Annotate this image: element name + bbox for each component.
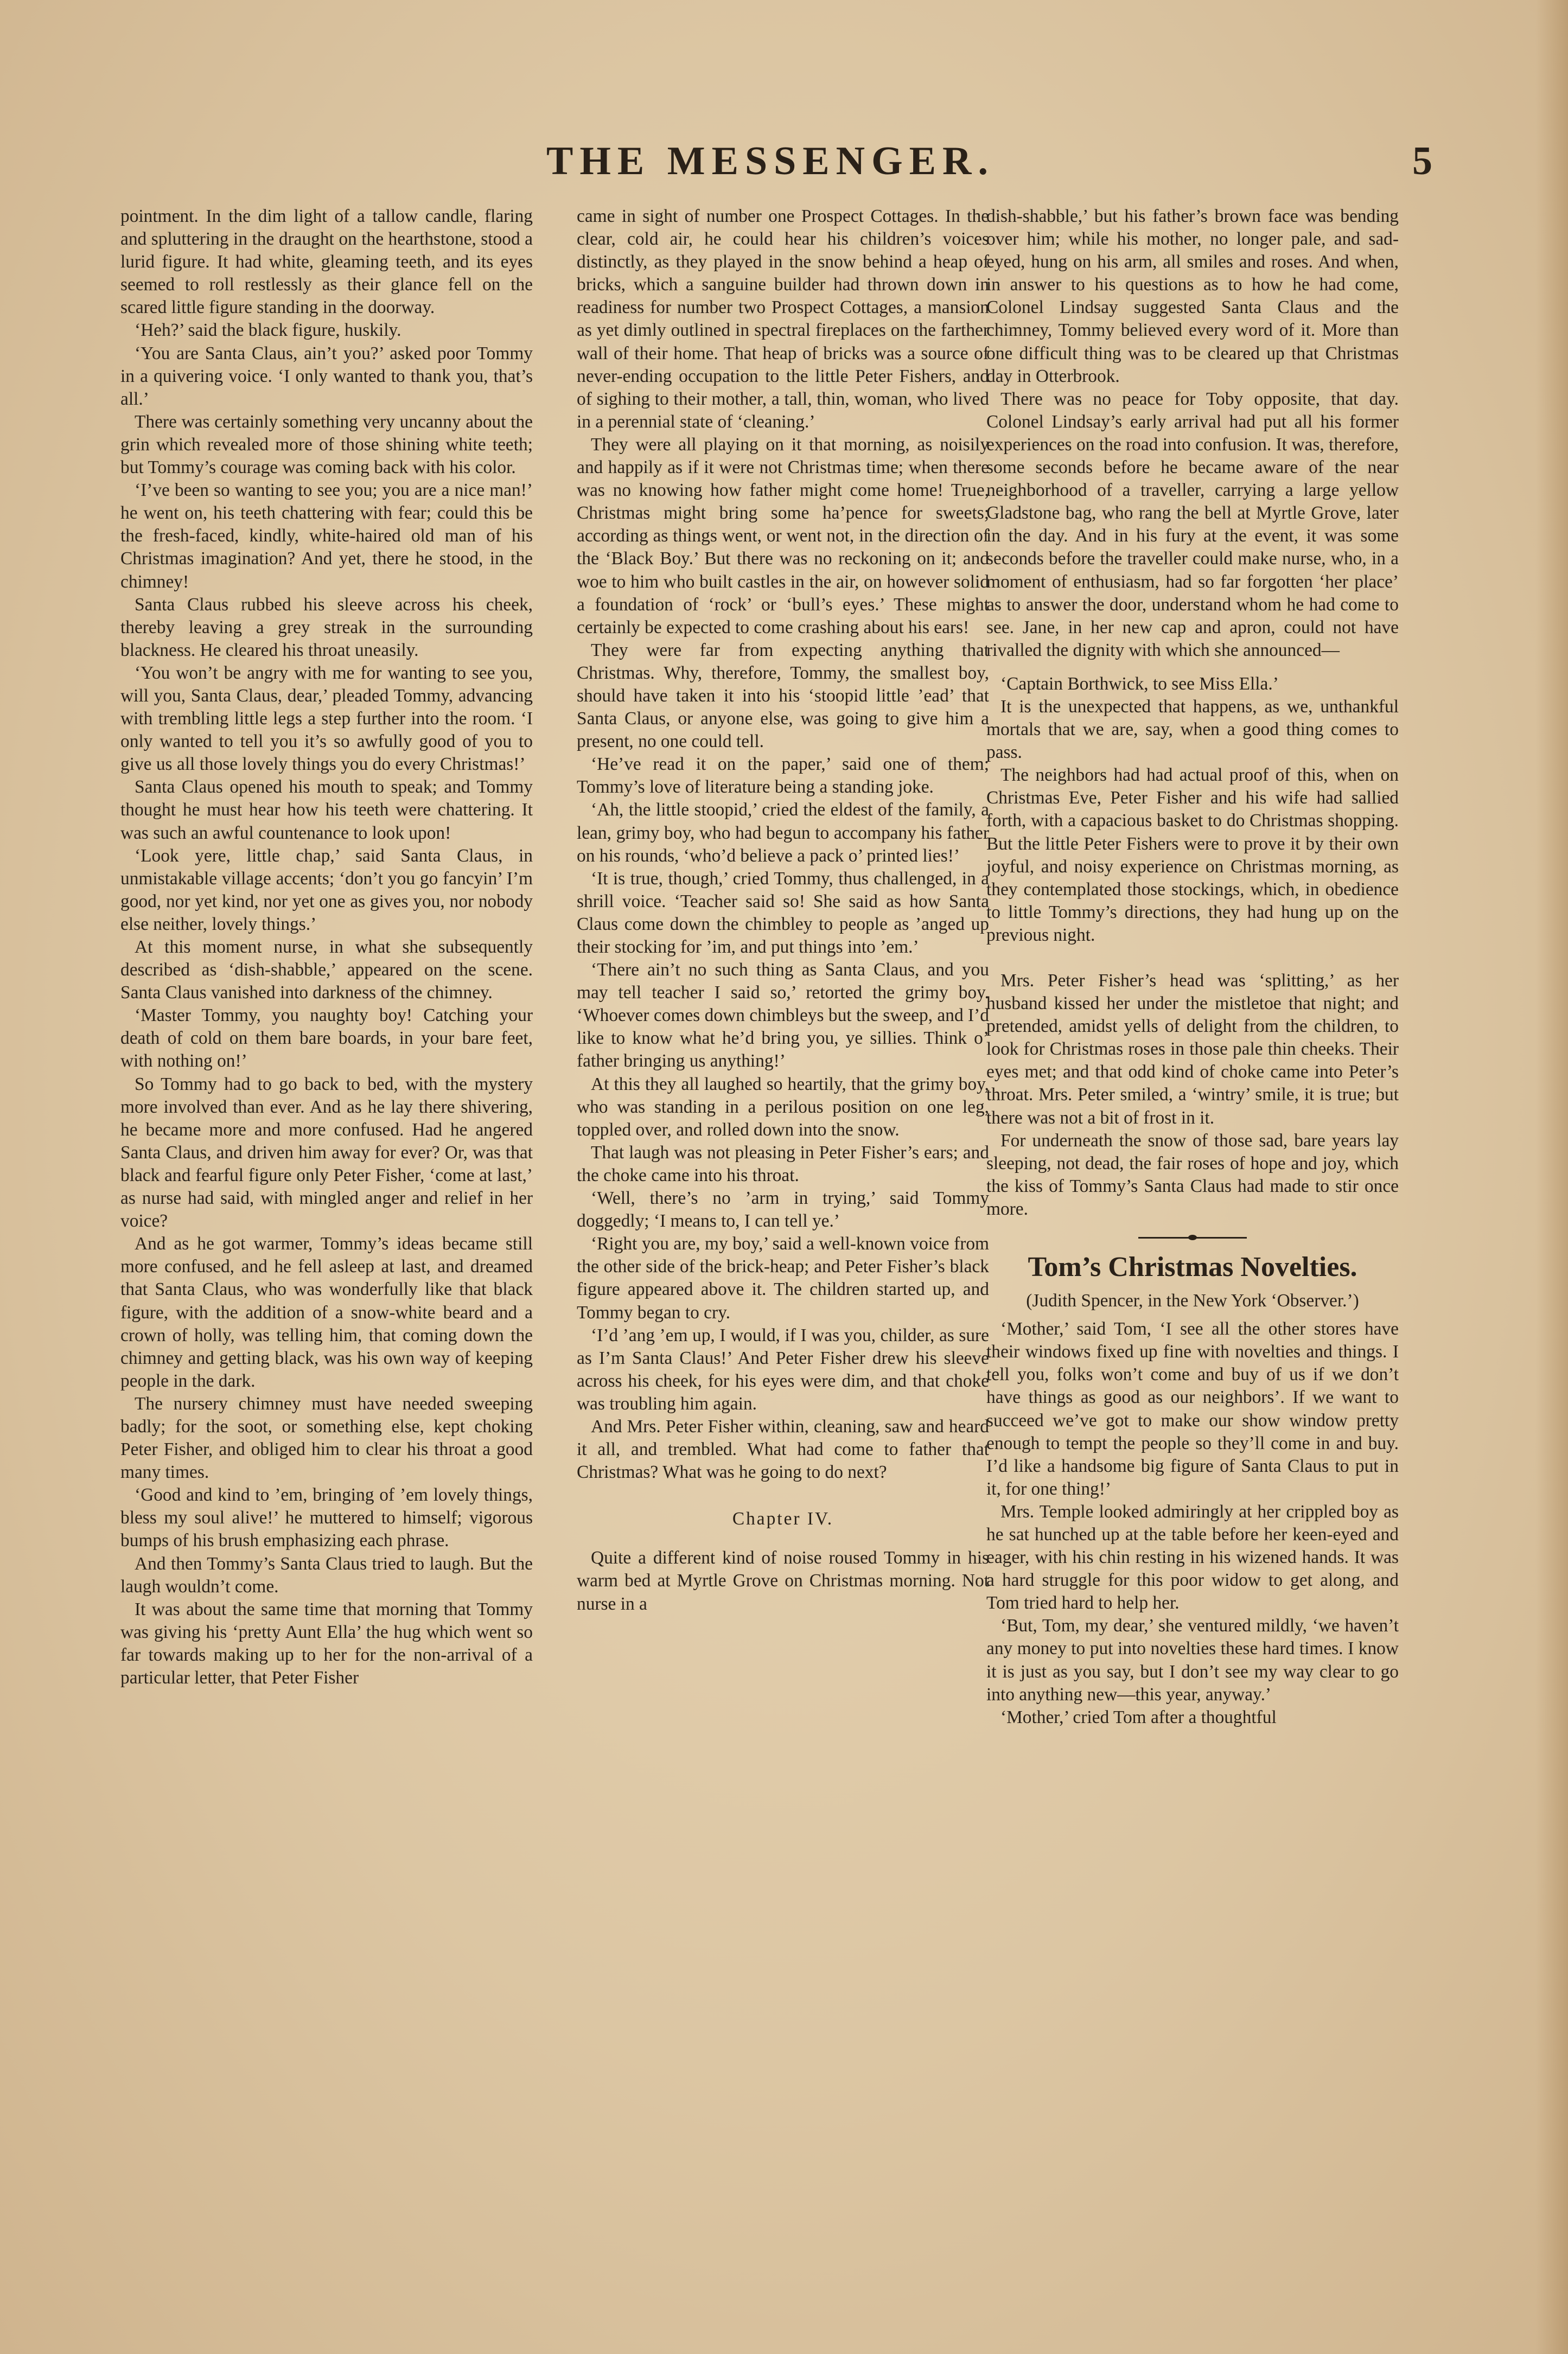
paragraph: ‘He’ve read it on the paper,’ said one of them; Tommy’s love of literature being a standing joke. xyxy=(577,754,989,798)
paragraph: ‘But, Tom, my dear,’ she ventured mildly, ‘we haven’t any money to put into novelties these hard times. I know it is just as you say, but I don’t see my way clear to go into anything new—this year, anyway.’ xyxy=(986,1616,1399,1705)
paragraph: It was about the same time that morning that Tommy was giving his ‘pretty Aunt Ella’ the hug which went so far towards making up to her for the non-arrival of a particular letter, that Peter Fisher xyxy=(120,1599,533,1688)
paragraph: came in sight of number one Prospect Cottages. In the clear, cold air, he could hear his children’s voices distinctly, as they played in the snow behind a heap of bricks, which a sanguine builder had thrown down in readiness for number two Prospect Cottages, a mansion as yet dimly outlined in spectral fireplaces on the farther wall of their home. That heap of bricks was a source of never-ending occupation to the little Peter Fishers, and of sighing to their mother, a tall, thin, woman, who lived in a perennial state of ‘cleaning.’ xyxy=(577,206,989,432)
paragraph: Santa Claus opened his mouth to speak; and Tommy thought he must hear how his teeth were chattering. It was such an awful countenance to look upon! xyxy=(120,777,533,843)
paragraph: They were far from expecting anything that Christmas. Why, therefore, Tommy, the smallest boy, should have taken it into his ‘stoopid little ’ead’ that Santa Claus, or anyone else, was going to give him a present, no one could tell. xyxy=(577,640,989,752)
paragraph: There was no peace for Toby opposite, that day. Colonel Lindsay’s early arrival had put all his former experiences on the road into confusion. It was, therefore, some seconds before he became aware of the near neighborhood of a traveller, carrying a large yellow Gladstone bag, who rang the bell at Myrtle Grove, later in the day. And in his fury at the event, it was some seconds before the traveller could make nurse, who, in a moment of enthusiasm, had so far forgotten ‘her place’ as to answer the door, understand whom he had come to see. Jane, in her new cap and apron, could not have rivalled the dignity with which she announced— xyxy=(986,388,1399,660)
column-2 xyxy=(577,205,989,2299)
section-divider xyxy=(1138,1237,1247,1239)
section-gap xyxy=(986,947,1399,969)
paragraph: Mrs. Peter Fisher’s head was ‘splitting,’ as her husband kissed her under the mistletoe that night; and pretended, amidst yells of delight from the children, to look for Christmas roses in those pale thin cheeks. Their eyes met; and that odd kind of choke came into Peter’s throat. Mrs. Peter smiled, a ‘wintry’ smile, it is true; but there was not a bit of frost in it. xyxy=(986,971,1399,1128)
column-1 xyxy=(120,205,533,2299)
paragraph: ‘I’d ’ang ’em up, I would, if I was you, childer, as sure as I’m Santa Claus!’ And Peter Fisher drew his sleeve across his cheek, for his eyes were dim, and that choke was troubling him again. xyxy=(577,1325,989,1414)
paragraph: ‘Captain Borthwick, to see Miss Ella.’ xyxy=(1000,673,1279,694)
paragraph: It is the unexpected that happens, as we, unthankful mortals that we are, say, when a good thing comes to pass. xyxy=(986,696,1399,763)
paragraph: The neighbors had had actual proof of this, when on Christmas Eve, Peter Fisher and his wife had sallied forth, with a capacious basket to do Christmas shopping. But the little Peter Fishers were to prove it by their own joyful, and noisy experience on Christmas morning, as they contemplated those stockings, which, in obedience to little Tommy’s directions, they had hung up on the previous night. xyxy=(986,765,1399,945)
paragraph: ‘I’ve been so wanting to see you; you are a nice man!’ he went on, his teeth chattering with fear; could this be the fresh-faced, kindly, white-haired old man of his Christmas imagination? And yet, there he stood, in the chimney! xyxy=(120,480,533,592)
paragraph: ‘Master Tommy, you naughty boy! Catching your death of cold on them bare boards, in your bare feet, with nothing on!’ xyxy=(120,1005,533,1071)
paragraph: They were all playing on it that morning, as noisily and happily as if it were not Christmas time; when there was no knowing how father might come home! True, Christmas might bring some ha’pence for sweets; according as things went, or went not, in the direction of the ‘Black Boy.’ But there was no reckoning on it; and woe to him who built castles in the air, on however solid a foundation of ‘rock’ or ‘bull’s eyes.’ These might certainly be expected to come crashing about his ears! xyxy=(577,434,989,637)
paragraph: Santa Claus rubbed his sleeve across his cheek, thereby leaving a grey streak in the surrounding blackness. He cleared his throat uneasily. xyxy=(120,594,533,660)
paragraph: At this they all laughed so heartily, that the grimy boy, who was standing in a perilous position on one leg, toppled over, and rolled down into the snow. xyxy=(577,1074,989,1140)
paragraph: ‘Well, there’s no ’arm in trying,’ said Tommy doggedly; ‘I means to, I can tell ye.’ xyxy=(577,1188,989,1232)
paragraph: ‘You won’t be angry with me for wanting to see you, will you, Santa Claus, dear,’ pleaded Tommy, advancing with trembling little legs a step further into the room. ‘I only wanted to tell you it’s so awfully good of you to give us all those lovely things you do every Christmas!’ xyxy=(120,662,533,775)
paragraph: And Mrs. Peter Fisher within, cleaning, saw and heard it all, and trembled. What had come to father that Christmas? What was he going to do next? xyxy=(577,1416,989,1483)
paragraph: ‘There ain’t no such thing as Santa Claus, and you may tell teacher I said so,’ retorted the grimy boy. ‘Whoever comes down chimbleys but the sweep, and I’d like to know what he’d bring you, ye sillies. Think o’ father bringing us anything!’ xyxy=(577,960,989,1071)
article-title: Tom’s Christmas Novelties. xyxy=(1028,1252,1357,1283)
page-header xyxy=(109,138,1432,198)
paragraph: ‘Right you are, my boy,’ said a well-known voice from the other side of the brick-heap; and Peter Fisher’s black figure appeared above it. The children started up, and Tommy began to cry. xyxy=(577,1234,989,1323)
paragraph: For underneath the snow of those sad, bare years lay sleeping, not dead, the fair roses of hope and joy, which the kiss of Tommy’s Santa Claus had made to stir once more. xyxy=(986,1130,1399,1219)
page-edge-shadow xyxy=(1535,0,1568,2354)
paragraph: At this moment nurse, in what she subsequently described as ‘dish-shabble,’ appeared on the scene. Santa Claus vanished into darkness of the chimney. xyxy=(120,937,533,1003)
paragraph: ‘You are Santa Claus, ain’t you?’ asked poor Tommy in a quivering voice. ‘I only wanted to thank you, that’s all.’ xyxy=(120,343,533,409)
paragraph: pointment. In the dim light of a tallow candle, flaring and spluttering in the draught on the hearthstone, stood a lurid figure. It had white, gleaming teeth, and its eyes seemed to roll restlessly as their glance fell on the scared little figure standing in the doorway. xyxy=(120,206,533,318)
column-3 xyxy=(986,205,1399,2299)
paragraph: So Tommy had to go back to bed, with the mystery more involved than ever. And as he lay there shivering, he became more and more confused. Had he angered Santa Claus, and driven him away for ever? Or, was that black and fearful figure only Peter Fisher, ‘come at last,’ as nurse had said, with mingled anger and relief in her voice? xyxy=(120,1074,533,1232)
paragraph: ‘Look yere, little chap,’ said Santa Claus, in unmistakable village accents; ‘don’t you go fancyin’ I’m good, nor yet kind, nor yet one as gives you, nor nobody else neither, lovely things.’ xyxy=(120,845,533,934)
paragraph: ‘Good and kind to ’em, bringing of ’em lovely things, bless my soul alive!’ he muttered to himself; vigorous bumps of his brush emphasizing each phrase. xyxy=(120,1485,533,1551)
paragraph: Mrs. Temple looked admiringly at her crippled boy as he sat hunched up at the table before her keen-eyed and eager, with his chin resting in his wizened hands. It was a hard struggle for this poor widow to get along, and Tom tried hard to help her. xyxy=(986,1501,1399,1613)
masthead: THE MESSENGER. xyxy=(546,139,995,183)
paragraph: Quite a different kind of noise roused Tommy in his warm bed at Myrtle Grove on Christmas morning. Not nurse in a xyxy=(577,1548,989,1614)
paragraph: ‘Mother,’ said Tom, ‘I see all the other stores have their windows fixed up fine with novelties and things. I tell you, folks won’t come and buy of us if we don’t have things as good as our neighbors’. If we want to succeed we’ve got to make our show window pretty enough to tempt the people so they’ll come in and buy. I’d like a handsome big figure of Santa Claus to put in it, for one thing!’ xyxy=(986,1319,1399,1499)
article-byline: (Judith Spencer, in the New York ‘Observer.’) xyxy=(1026,1291,1359,1311)
paragraph: The nursery chimney must have needed sweeping badly; for the soot, or something else, kept choking Peter Fisher, and obliged him to clear his throat a good many times. xyxy=(120,1393,533,1483)
page-number: 5 xyxy=(1412,139,1432,183)
paragraph: ‘It is true, though,’ cried Tommy, thus challenged, in a shrill voice. ‘Teacher said so! She said as how Santa Claus come down the chimbley to people as ’anged up their stocking for ’im, and put things into ’em.’ xyxy=(577,868,989,957)
paragraph: And then Tommy’s Santa Claus tried to laugh. But the laugh wouldn’t come. xyxy=(120,1553,533,1597)
paragraph: dish-shabble,’ but his father’s brown face was bending over him; while his mother, no longer pale, and sad-eyed, hung on his arm, all smiles and roses. And when, in answer to his questions as to how he had come, Colonel Lindsay suggested Santa Claus and the chimney, Tommy believed every word of it. More than one difficult thing was to be cleared up that Christmas day in Otterbrook. xyxy=(986,206,1399,386)
paragraph: ‘Ah, the little stoopid,’ cried the eldest of the family, a lean, grimy boy, who had begun to accompany his father on his rounds, ‘who’d believe a pack o’ printed lies!’ xyxy=(577,800,989,866)
paragraph: ‘Heh?’ said the black figure, huskily. xyxy=(135,320,401,341)
paragraph: That laugh was not pleasing in Peter Fisher’s ears; and the choke came into his throat. xyxy=(577,1142,989,1185)
paragraph: There was certainly something very uncanny about the grin which revealed more of those shining white teeth; but Tommy’s courage was coming back with his color. xyxy=(120,411,533,478)
paragraph: ‘Mother,’ cried Tom after a thoughtful xyxy=(1000,1707,1277,1727)
paragraph: And as he got warmer, Tommy’s ideas became still more confused, and he fell asleep at last, and dreamed that Santa Claus, who was wonderfully like that black figure, with the addition of a snow-white beard and a crown of holly, was telling him, that coming down the chimney and getting black, was his own way of keeping people in the dark. xyxy=(120,1234,533,1391)
chapter-heading: Chapter IV. xyxy=(732,1509,834,1529)
